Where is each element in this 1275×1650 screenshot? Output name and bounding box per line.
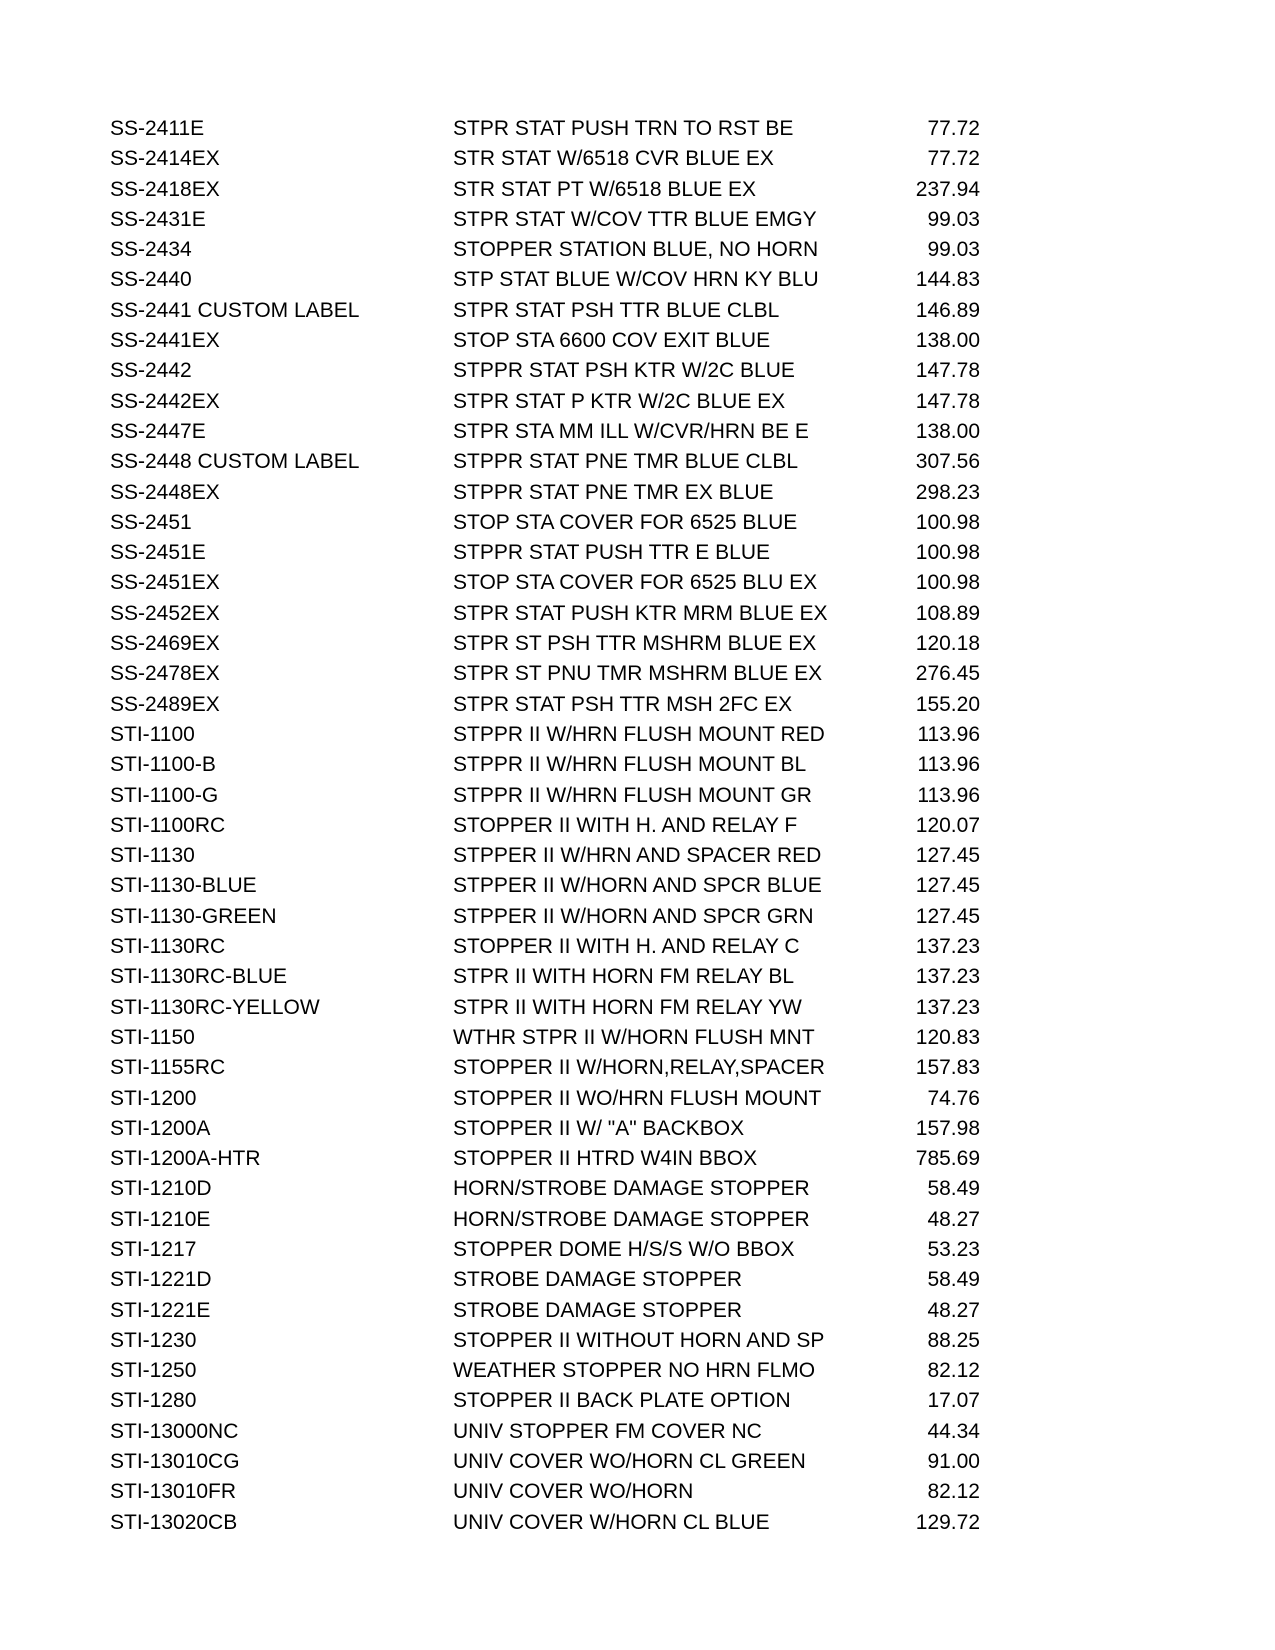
description-cell: UNIV STOPPER FM COVER NC bbox=[453, 1419, 762, 1443]
table-row bbox=[110, 932, 980, 962]
table-row bbox=[110, 265, 980, 295]
table-row bbox=[110, 1053, 980, 1083]
table-row bbox=[110, 1235, 980, 1265]
description-cell: STPPR STAT PNE TMR BLUE CLBL bbox=[453, 450, 799, 474]
price-cell: 88.25 bbox=[927, 1328, 980, 1352]
table-row bbox=[110, 690, 980, 720]
price-cell: 99.03 bbox=[927, 238, 980, 262]
description-cell: STOPPER II W/ "A" BACKBOX bbox=[453, 1116, 745, 1140]
price-cell: 58.49 bbox=[927, 1268, 980, 1292]
part-number-cell: STI-13020CB bbox=[110, 1510, 238, 1534]
table-row bbox=[110, 993, 980, 1023]
price-cell: 120.07 bbox=[915, 813, 980, 837]
price-cell: 48.27 bbox=[927, 1298, 980, 1322]
part-number-cell: STI-1221E bbox=[110, 1298, 211, 1322]
price-cell: 120.83 bbox=[915, 1025, 980, 1049]
part-number-cell: STI-1150 bbox=[110, 1025, 195, 1049]
price-cell: 127.45 bbox=[915, 904, 980, 928]
table-row bbox=[110, 568, 980, 598]
description-cell: STPPR STAT PUSH TTR E BLUE bbox=[453, 541, 771, 565]
description-cell: STPR II WITH HORN FM RELAY BL bbox=[453, 965, 795, 989]
table-row bbox=[110, 1477, 980, 1507]
table-row bbox=[110, 508, 980, 538]
part-number-cell: SS-2411E bbox=[110, 117, 205, 140]
price-cell: 129.72 bbox=[915, 1510, 980, 1534]
part-number-cell: STI-1130RC bbox=[110, 935, 226, 959]
price-cell: 113.96 bbox=[917, 753, 980, 777]
description-cell: STPR STAT W/COV TTR BLUE EMGY bbox=[453, 207, 817, 231]
description-cell: STPPER II W/HRN AND SPACER RED bbox=[453, 844, 822, 868]
price-cell: 147.78 bbox=[915, 359, 980, 383]
part-number-cell: STI-1130RC-YELLOW bbox=[110, 995, 320, 1019]
price-cell: 144.83 bbox=[915, 268, 980, 292]
table-row bbox=[110, 599, 980, 629]
description-cell: STPR II WITH HORN FM RELAY YW bbox=[453, 995, 802, 1019]
part-number-cell: SS-2451EX bbox=[110, 571, 220, 595]
part-number-cell: STI-1130 bbox=[110, 844, 195, 868]
price-cell: 146.89 bbox=[915, 298, 980, 322]
part-number-cell: SS-2469EX bbox=[110, 632, 220, 656]
table-row bbox=[110, 659, 980, 689]
price-cell: 82.12 bbox=[927, 1480, 980, 1504]
price-cell: 74.76 bbox=[927, 1086, 980, 1110]
table-row bbox=[110, 871, 980, 901]
table-row bbox=[110, 1023, 980, 1053]
price-cell: 53.23 bbox=[927, 1237, 980, 1261]
table-row bbox=[110, 841, 980, 871]
part-number-cell: SS-2448 CUSTOM LABEL bbox=[110, 450, 360, 474]
part-number-cell: STI-1200A bbox=[110, 1116, 211, 1140]
part-number-cell: SS-2414EX bbox=[110, 147, 220, 171]
description-cell: STOPPER II HTRD W4IN BBOX bbox=[453, 1147, 758, 1171]
description-cell: STPPR II W/HRN FLUSH MOUNT BL bbox=[453, 753, 807, 777]
description-cell: STPR STAT PUSH KTR MRM BLUE EX bbox=[453, 601, 828, 625]
price-cell: 307.56 bbox=[915, 450, 980, 474]
table-row bbox=[110, 1174, 980, 1204]
price-cell: 157.83 bbox=[915, 1056, 980, 1080]
part-number-cell: STI-1217 bbox=[110, 1237, 197, 1261]
table-row bbox=[110, 1084, 980, 1114]
table-row bbox=[110, 538, 980, 568]
table-row bbox=[110, 1417, 980, 1447]
table-row bbox=[110, 1265, 980, 1295]
part-number-cell: SS-2442EX bbox=[110, 389, 220, 413]
table-row bbox=[110, 356, 980, 386]
description-cell: STOP STA 6600 COV EXIT BLUE bbox=[453, 329, 771, 353]
part-number-cell: STI-1100RC bbox=[110, 813, 226, 837]
description-cell: STOPPER II WO/HRN FLUSH MOUNT bbox=[453, 1086, 822, 1110]
price-cell: 100.98 bbox=[915, 510, 980, 534]
price-cell: 77.72 bbox=[927, 147, 980, 171]
part-number-cell: STI-13010FR bbox=[110, 1480, 237, 1504]
description-cell: STPR STA MM ILL W/CVR/HRN BE E bbox=[453, 419, 809, 443]
description-cell: UNIV COVER WO/HORN CL GREEN bbox=[453, 1450, 806, 1474]
price-cell: 138.00 bbox=[915, 419, 980, 443]
price-cell: 276.45 bbox=[915, 662, 980, 686]
description-cell: STPPR II W/HRN FLUSH MOUNT RED bbox=[453, 722, 825, 746]
price-cell: 785.69 bbox=[915, 1147, 980, 1171]
table-row bbox=[110, 417, 980, 447]
table-row bbox=[110, 175, 980, 205]
part-number-cell: SS-2452EX bbox=[110, 601, 220, 625]
price-cell: 91.00 bbox=[927, 1450, 980, 1474]
description-cell: STOPPER II WITHOUT HORN AND SP bbox=[453, 1328, 825, 1352]
table-row bbox=[110, 1447, 980, 1477]
price-cell: 99.03 bbox=[927, 207, 980, 231]
description-cell: STPPR STAT PNE TMR EX BLUE bbox=[453, 480, 774, 504]
table-row bbox=[110, 720, 980, 750]
part-number-cell: SS-2451 bbox=[110, 510, 192, 534]
part-number-cell: SS-2441 CUSTOM LABEL bbox=[110, 298, 360, 322]
description-cell: STOP STA COVER FOR 6525 BLUE bbox=[453, 510, 798, 534]
part-number-cell: STI-1200A-HTR bbox=[110, 1147, 261, 1171]
price-cell: 137.23 bbox=[915, 935, 980, 959]
description-cell: UNIV COVER WO/HORN bbox=[453, 1480, 694, 1504]
part-number-cell: STI-1200 bbox=[110, 1086, 197, 1110]
description-cell: STOPPER STATION BLUE, NO HORN bbox=[453, 238, 819, 262]
description-cell: STPPER II W/HORN AND SPCR GRN bbox=[453, 904, 814, 928]
description-cell: STPR STAT PSH TTR BLUE CLBL bbox=[453, 298, 780, 322]
description-cell: STROBE DAMAGE STOPPER bbox=[453, 1298, 743, 1322]
price-cell: 120.18 bbox=[915, 632, 980, 656]
part-number-cell: SS-2489EX bbox=[110, 692, 220, 716]
part-number-cell: STI-1221D bbox=[110, 1268, 212, 1292]
price-cell: 298.23 bbox=[915, 480, 980, 504]
price-cell: 127.45 bbox=[915, 874, 980, 898]
description-cell: STPPR II W/HRN FLUSH MOUNT GR bbox=[453, 783, 812, 807]
part-number-cell: SS-2478EX bbox=[110, 662, 220, 686]
part-number-cell: SS-2448EX bbox=[110, 480, 220, 504]
part-number-cell: SS-2434 bbox=[110, 238, 192, 262]
description-cell: STOP STA COVER FOR 6525 BLU EX bbox=[453, 571, 818, 595]
description-cell: STP STAT BLUE W/COV HRN KY BLU bbox=[453, 268, 819, 292]
price-list-table bbox=[110, 114, 980, 1538]
table-row bbox=[110, 962, 980, 992]
price-cell: 237.94 bbox=[915, 177, 980, 201]
price-cell: 77.72 bbox=[927, 117, 980, 140]
table-row bbox=[110, 1205, 980, 1235]
table-row bbox=[110, 1356, 980, 1386]
price-cell: 113.96 bbox=[917, 783, 980, 807]
description-cell: HORN/STROBE DAMAGE STOPPER bbox=[453, 1177, 810, 1201]
price-cell: 108.89 bbox=[915, 601, 980, 625]
table-row bbox=[110, 144, 980, 174]
part-number-cell: STI-13010CG bbox=[110, 1450, 240, 1474]
price-cell: 100.98 bbox=[915, 571, 980, 595]
table-row bbox=[110, 1114, 980, 1144]
part-number-cell: STI-1155RC bbox=[110, 1056, 226, 1080]
table-row bbox=[110, 387, 980, 417]
part-number-cell: SS-2447E bbox=[110, 419, 206, 443]
table-row bbox=[110, 629, 980, 659]
description-cell: STR STAT W/6518 CVR BLUE EX bbox=[453, 147, 774, 171]
part-number-cell: STI-1280 bbox=[110, 1389, 197, 1413]
description-cell: STOPPER II W/HORN,RELAY,SPACER bbox=[453, 1056, 825, 1080]
part-number-cell: STI-1210E bbox=[110, 1207, 211, 1231]
part-number-cell: SS-2442 bbox=[110, 359, 192, 383]
part-number-cell: STI-1130-GREEN bbox=[110, 904, 277, 928]
price-cell: 82.12 bbox=[927, 1359, 980, 1383]
price-list-body bbox=[110, 114, 980, 1538]
table-row bbox=[110, 1326, 980, 1356]
price-cell: 44.34 bbox=[927, 1419, 980, 1443]
price-cell: 157.98 bbox=[915, 1116, 980, 1140]
table-row bbox=[110, 750, 980, 780]
part-number-cell: STI-1100 bbox=[110, 722, 195, 746]
table-row bbox=[110, 1386, 980, 1416]
price-cell: 58.49 bbox=[927, 1177, 980, 1201]
price-cell: 138.00 bbox=[915, 329, 980, 353]
part-number-cell: STI-1210D bbox=[110, 1177, 212, 1201]
table-row bbox=[110, 1296, 980, 1326]
description-cell: STPR ST PSH TTR MSHRM BLUE EX bbox=[453, 632, 817, 656]
description-cell: STOPPER II BACK PLATE OPTION bbox=[453, 1389, 791, 1413]
table-row bbox=[110, 235, 980, 265]
description-cell: UNIV COVER W/HORN CL BLUE bbox=[453, 1510, 770, 1534]
description-cell: STOPPER II WITH H. AND RELAY C bbox=[453, 935, 800, 959]
table-row bbox=[110, 902, 980, 932]
description-cell: STR STAT PT W/6518 BLUE EX bbox=[453, 177, 757, 201]
table-row bbox=[110, 296, 980, 326]
price-cell: 100.98 bbox=[915, 541, 980, 565]
part-number-cell: STI-1250 bbox=[110, 1359, 197, 1383]
part-number-cell: STI-1100-B bbox=[110, 753, 216, 777]
part-number-cell: SS-2418EX bbox=[110, 177, 220, 201]
table-row bbox=[110, 1144, 980, 1174]
part-number-cell: SS-2441EX bbox=[110, 329, 220, 353]
price-cell: 17.07 bbox=[927, 1389, 980, 1413]
table-row bbox=[110, 781, 980, 811]
description-cell: STOPPER II WITH H. AND RELAY F bbox=[453, 813, 798, 837]
price-cell: 127.45 bbox=[915, 844, 980, 868]
description-cell: STPR STAT PSH TTR MSH 2FC EX bbox=[453, 692, 793, 716]
price-cell: 113.96 bbox=[917, 722, 980, 746]
table-row bbox=[110, 447, 980, 477]
price-cell: 48.27 bbox=[927, 1207, 980, 1231]
part-number-cell: STI-1230 bbox=[110, 1328, 197, 1352]
table-row bbox=[110, 811, 980, 841]
table-row bbox=[110, 205, 980, 235]
price-cell: 155.20 bbox=[915, 692, 980, 716]
description-cell: STPR ST PNU TMR MSHRM BLUE EX bbox=[453, 662, 823, 686]
part-number-cell: STI-13000NC bbox=[110, 1419, 239, 1443]
part-number-cell: STI-1130RC-BLUE bbox=[110, 965, 288, 989]
description-cell: STPR STAT P KTR W/2C BLUE EX bbox=[453, 389, 786, 413]
description-cell: WTHR STPR II W/HORN FLUSH MNT bbox=[453, 1025, 815, 1049]
description-cell: STPPER II W/HORN AND SPCR BLUE bbox=[453, 874, 822, 898]
part-number-cell: STI-1130-BLUE bbox=[110, 874, 257, 898]
part-number-cell: SS-2451E bbox=[110, 541, 206, 565]
table-row bbox=[110, 1508, 980, 1538]
table-row bbox=[110, 326, 980, 356]
description-cell: WEATHER STOPPER NO HRN FLMO bbox=[453, 1359, 816, 1383]
description-cell: HORN/STROBE DAMAGE STOPPER bbox=[453, 1207, 810, 1231]
price-cell: 137.23 bbox=[915, 965, 980, 989]
part-number-cell: SS-2431E bbox=[110, 207, 206, 231]
part-number-cell: STI-1100-G bbox=[110, 783, 219, 807]
table-row bbox=[110, 478, 980, 508]
description-cell: STPPR STAT PSH KTR W/2C BLUE bbox=[453, 359, 795, 383]
price-cell: 147.78 bbox=[915, 389, 980, 413]
description-cell: STPR STAT PUSH TRN TO RST BE bbox=[453, 117, 794, 140]
description-cell: STOPPER DOME H/S/S W/O BBOX bbox=[453, 1237, 795, 1261]
table-row bbox=[110, 114, 980, 144]
price-cell: 137.23 bbox=[915, 995, 980, 1019]
description-cell: STROBE DAMAGE STOPPER bbox=[453, 1268, 743, 1292]
part-number-cell: SS-2440 bbox=[110, 268, 192, 292]
